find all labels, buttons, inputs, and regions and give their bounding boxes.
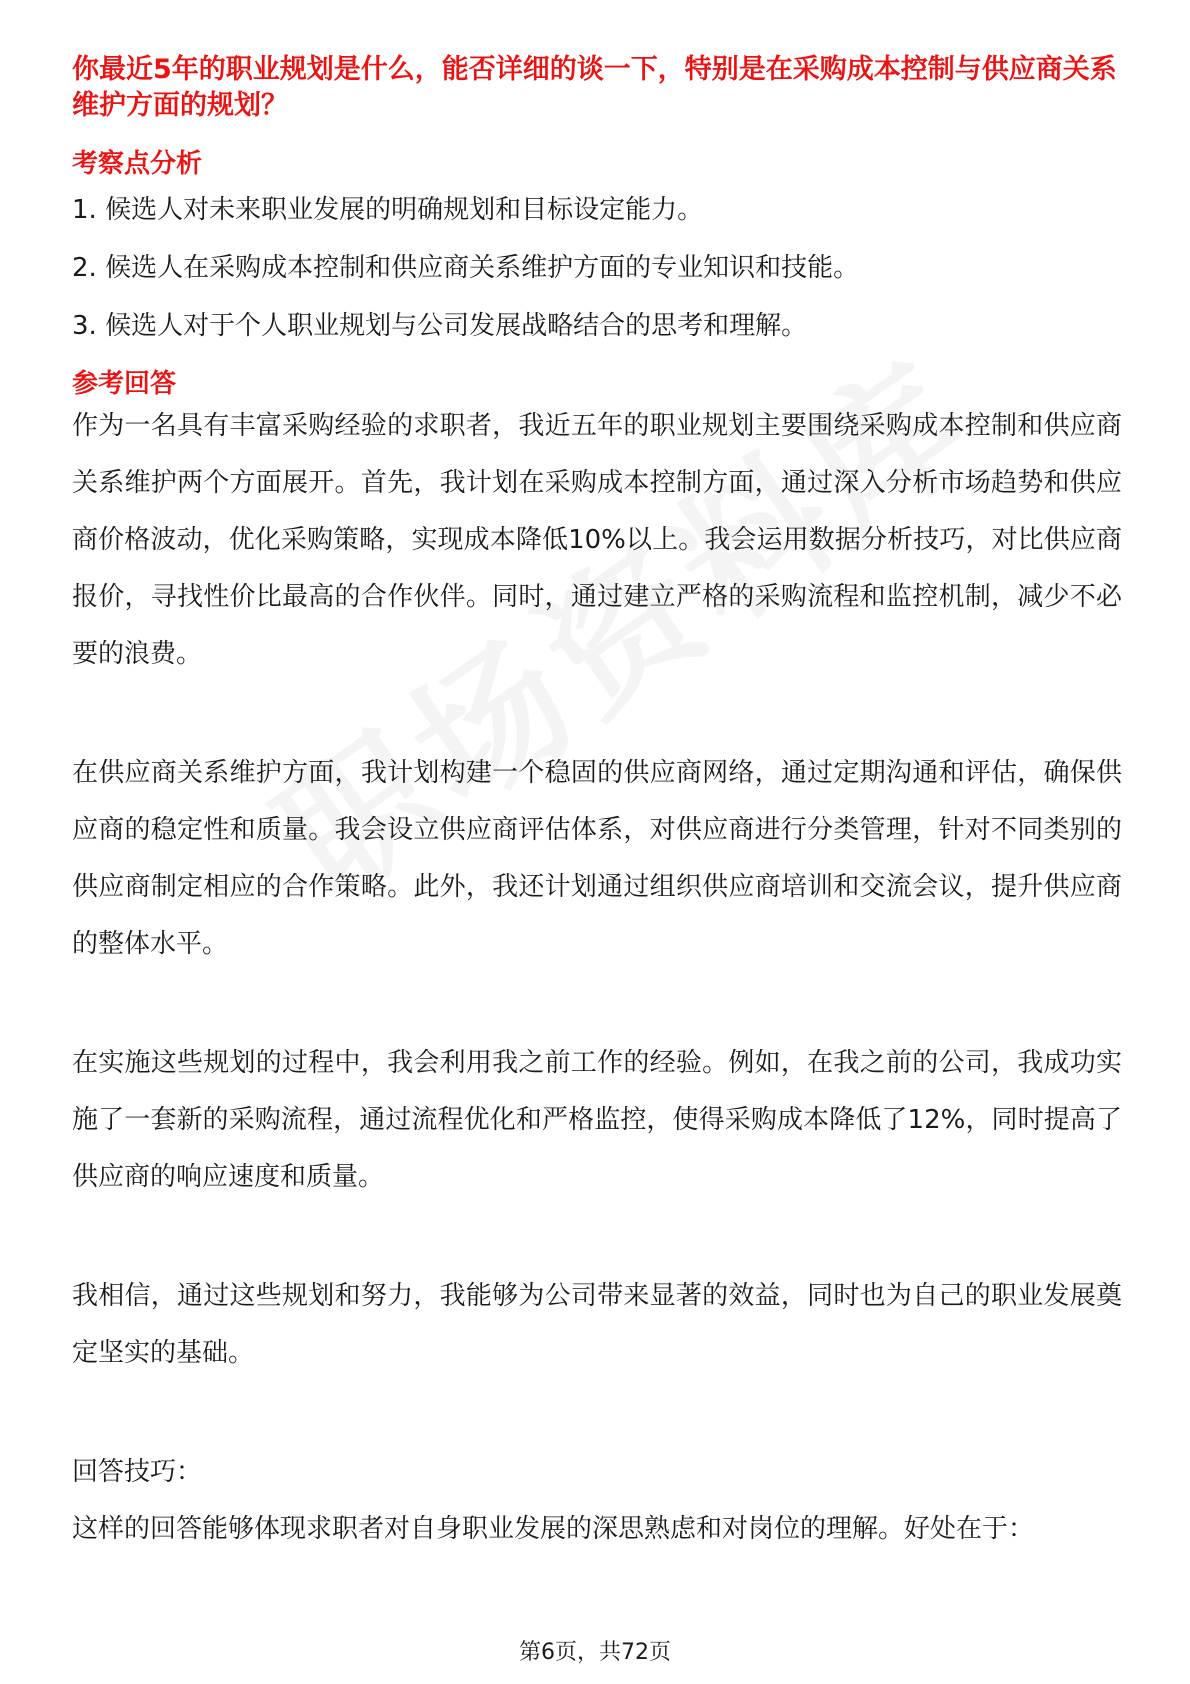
question-heading: 你最近5年的职业规划是什么，能否详细的谈一下，特别是在采购成本控制与供应商关系维护方面的规划？: [72, 54, 1117, 121]
answer-paragraph: 我相信，通过这些规划和努力，我能够为公司带来显著的效益，同时也为自己的职业发展奠定坚实的基础。: [72, 1281, 1122, 1368]
answer-section: [72, 366, 1122, 1444]
answer-paragraph: 在实施这些规划的过程中，我会利用我之前工作的经验。例如，在我之前的公司，我成功实施了一套新的采购流程，通过流程优化和严格监控，使得采购成本降低了12%，同时提高了供应商的响应速度和质量。: [72, 1048, 1122, 1192]
analysis-point: 1. 候选人对未来职业发展的明确规划和目标设定能力。: [72, 195, 704, 225]
tips-section: [72, 1444, 1122, 1558]
analysis-points: [72, 192, 1122, 344]
tips-label: 回答技巧：: [72, 1457, 203, 1487]
tips-text: 这样的回答能够体现求职者对自身职业发展的深思熟虑和对岗位的理解。好处在于：: [72, 1514, 1035, 1544]
analysis-title: 考察点分析: [72, 149, 203, 179]
analysis-point: 3. 候选人对于个人职业规划与公司发展战略结合的思考和理解。: [72, 311, 808, 341]
answer-paragraph: 作为一名具有丰富采购经验的求职者，我近五年的职业规划主要围绕采购成本控制和供应商关系维护两个方面展开。首先，我计划在采购成本控制方面，通过深入分析市场趋势和供应商价格波动，优化采购策略，实现成本降低10%以上。我会运用数据分析技巧，对比供应商报价，寻找性价比最高的合作伙伴。同时，通过建立严格的采购流程和监控机制，减少不必要的浪费。: [72, 411, 1122, 669]
analysis-section: [72, 146, 1122, 344]
page-content: [72, 52, 1122, 1558]
answer-title: 参考回答: [72, 369, 177, 399]
page-number: 第6页，共72页: [519, 1640, 671, 1665]
analysis-point: 2. 候选人在采购成本控制和供应商关系维护方面的专业知识和技能。: [72, 253, 860, 283]
answer-paragraph: 在供应商关系维护方面，我计划构建一个稳固的供应商网络，通过定期沟通和评估，确保供应商的稳定性和质量。我会设立供应商评估体系，对供应商进行分类管理，针对不同类别的供应商制定相应的合作策略。此外，我还计划通过组织供应商培训和交流会议，提升供应商的整体水平。: [72, 758, 1122, 959]
